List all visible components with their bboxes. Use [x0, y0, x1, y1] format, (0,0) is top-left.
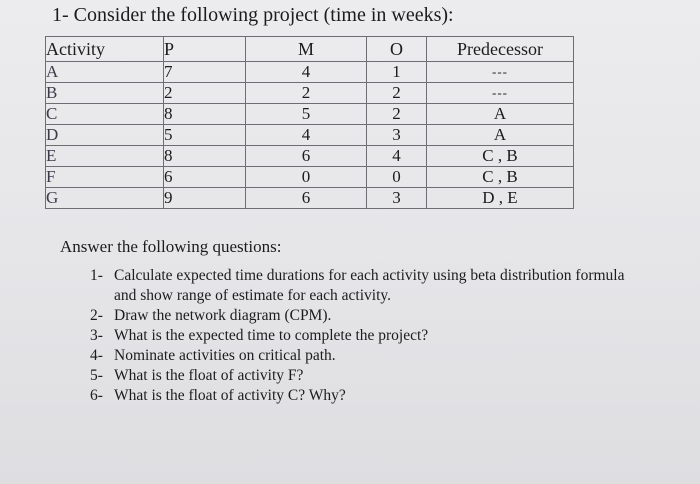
cell-p: 2	[164, 83, 246, 104]
question-item	[90, 366, 624, 386]
table-row	[46, 188, 574, 209]
question-number: 2-	[90, 307, 103, 324]
question-text: Calculate expected time durations for each activity using beta distribution formula	[114, 267, 625, 284]
question-text: Draw the network diagram (CPM).	[114, 307, 332, 324]
table-row	[46, 146, 574, 167]
table-row	[46, 104, 574, 125]
cell-activity: B	[46, 83, 164, 104]
question-number: 3-	[90, 327, 103, 344]
header-o: O	[367, 37, 427, 62]
question-text: Nominate activities on critical path.	[114, 347, 336, 364]
cell-p: 7	[164, 62, 246, 83]
project-table	[45, 36, 574, 209]
cell-predecessor: A	[427, 104, 574, 125]
question-number: 5-	[90, 367, 103, 384]
cell-m: 5	[246, 104, 367, 125]
question-item	[90, 266, 624, 306]
cell-activity: D	[46, 125, 164, 146]
question-item	[90, 306, 624, 326]
question-text: What is the float of activity F?	[114, 367, 304, 384]
question-text: What is the float of activity C? Why?	[114, 387, 346, 404]
cell-o: 2	[367, 104, 427, 125]
table-row	[46, 83, 574, 104]
cell-o: 3	[367, 125, 427, 146]
header-activity: Activity	[46, 37, 164, 62]
header-m: M	[246, 37, 367, 62]
table-row	[46, 62, 574, 83]
cell-m: 4	[246, 62, 367, 83]
cell-predecessor: C , B	[427, 167, 574, 188]
cell-p: 8	[164, 104, 246, 125]
cell-p: 9	[164, 188, 246, 209]
cell-predecessor: ---	[427, 62, 574, 83]
problem-heading: 1- Consider the following project (time in weeks):	[52, 4, 454, 26]
cell-activity: F	[46, 167, 164, 188]
cell-p: 6	[164, 167, 246, 188]
question-item	[90, 346, 624, 366]
cell-m: 6	[246, 146, 367, 167]
cell-activity: A	[46, 62, 164, 83]
cell-activity: C	[46, 104, 164, 125]
header-p: P	[164, 37, 246, 62]
question-text-continued: and show range of estimate for each activity.	[114, 287, 392, 304]
question-item	[90, 326, 624, 346]
cell-p: 5	[164, 125, 246, 146]
question-list	[90, 266, 624, 406]
cell-o: 4	[367, 146, 427, 167]
cell-predecessor: A	[427, 125, 574, 146]
table-row	[46, 125, 574, 146]
cell-o: 2	[367, 83, 427, 104]
header-predecessor: Predecessor	[427, 37, 574, 62]
question-text: What is the expected time to complete the project?	[114, 327, 429, 344]
table-row	[46, 167, 574, 188]
cell-activity: E	[46, 146, 164, 167]
question-number: 6-	[90, 387, 103, 404]
cell-m: 6	[246, 188, 367, 209]
cell-predecessor: ---	[427, 83, 574, 104]
cell-predecessor: C , B	[427, 146, 574, 167]
cell-m: 4	[246, 125, 367, 146]
question-item	[90, 386, 624, 406]
table-header-row	[46, 37, 574, 62]
cell-o: 3	[367, 188, 427, 209]
question-number: 1-	[90, 267, 103, 284]
question-number: 4-	[90, 347, 103, 364]
cell-predecessor: D , E	[427, 188, 574, 209]
cell-m: 2	[246, 83, 367, 104]
cell-m: 0	[246, 167, 367, 188]
cell-o: 0	[367, 167, 427, 188]
cell-p: 8	[164, 146, 246, 167]
cell-activity: G	[46, 188, 164, 209]
cell-o: 1	[367, 62, 427, 83]
answer-intro: Answer the following questions:	[60, 237, 282, 256]
